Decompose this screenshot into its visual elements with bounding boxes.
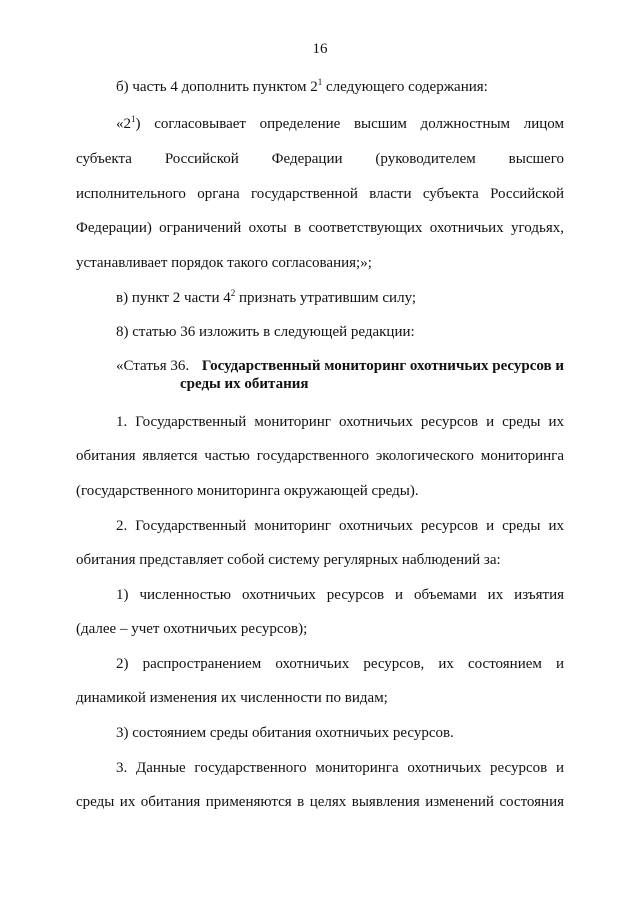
list-item-1-line-2: (далее – учет охотничьих ресурсов);: [76, 621, 308, 637]
list-item-2-line-1: 2) распространением охотничьих ресурсов, их состоянием и: [116, 656, 564, 672]
text-segment: признать утратившим силу;: [235, 290, 417, 306]
paragraph-2-line-2: обитания представляет собой систему регулярных наблюдений за:: [76, 552, 501, 568]
article-number: «Статья 36.: [116, 358, 190, 374]
text-segment: в) пункт 2 части 4: [116, 290, 231, 306]
paragraph-1-line-1: 1. Государственный мониторинг охотничьих ресурсов и среды их: [116, 414, 564, 430]
text-segment: «2: [116, 116, 131, 132]
article-heading: [116, 357, 564, 393]
quoted-item-line-4: Федерации) ограничений охоты в соответствующих охотничьих угодьях,: [76, 220, 564, 236]
paragraph-3-line-2: среды их обитания применяются в целях выявления изменений состояния: [76, 794, 564, 810]
text-segment: следующего содержания:: [322, 79, 488, 95]
list-item-2-line-2: динамикой изменения их численности по видам;: [76, 690, 388, 706]
quoted-item-line-5: устанавливает порядок такого согласования;»;: [76, 255, 372, 271]
quoted-item-line-3: исполнительного органа государственной власти субъекта Российской: [76, 186, 564, 202]
superscript: 1: [317, 77, 323, 87]
page-number: 16: [312, 41, 328, 57]
amendment-v-line: [116, 289, 564, 307]
quoted-item-line-2: субъекта Российской Федерации (руководителем высшего: [76, 151, 564, 167]
superscript: 1: [131, 114, 136, 124]
text-segment: б) часть 4 дополнить пунктом 2: [116, 79, 318, 95]
superscript: 2: [230, 288, 236, 298]
paragraph-1-line-2: обитания является частью государственного экологического мониторинга: [76, 448, 564, 464]
amendment-8-line: 8) статью 36 изложить в следующей редакции:: [116, 324, 415, 340]
list-item-3-line: 3) состоянием среды обитания охотничьих ресурсов.: [116, 725, 454, 741]
article-title-part-1: Государственный мониторинг охотничьих ресурсов и: [201, 358, 564, 374]
article-title-part-2: среды их обитания: [180, 376, 309, 392]
text-segment: ) согласовывает определение высшим должностным лицом: [135, 116, 564, 132]
paragraph-1-line-3: (государственного мониторинга окружающей среды).: [76, 483, 419, 499]
article-heading-row: [116, 357, 564, 375]
paragraph-3-line-1: 3. Данные государственного мониторинга охотничьих ресурсов и: [116, 760, 564, 776]
quoted-item-line-1: [116, 115, 564, 133]
amendment-b-line: [116, 78, 564, 96]
list-item-1-line-1: 1) численностью охотничьих ресурсов и объемами их изъятия: [116, 587, 564, 603]
paragraph-2-line-1: 2. Государственный мониторинг охотничьих ресурсов и среды их: [116, 518, 564, 534]
